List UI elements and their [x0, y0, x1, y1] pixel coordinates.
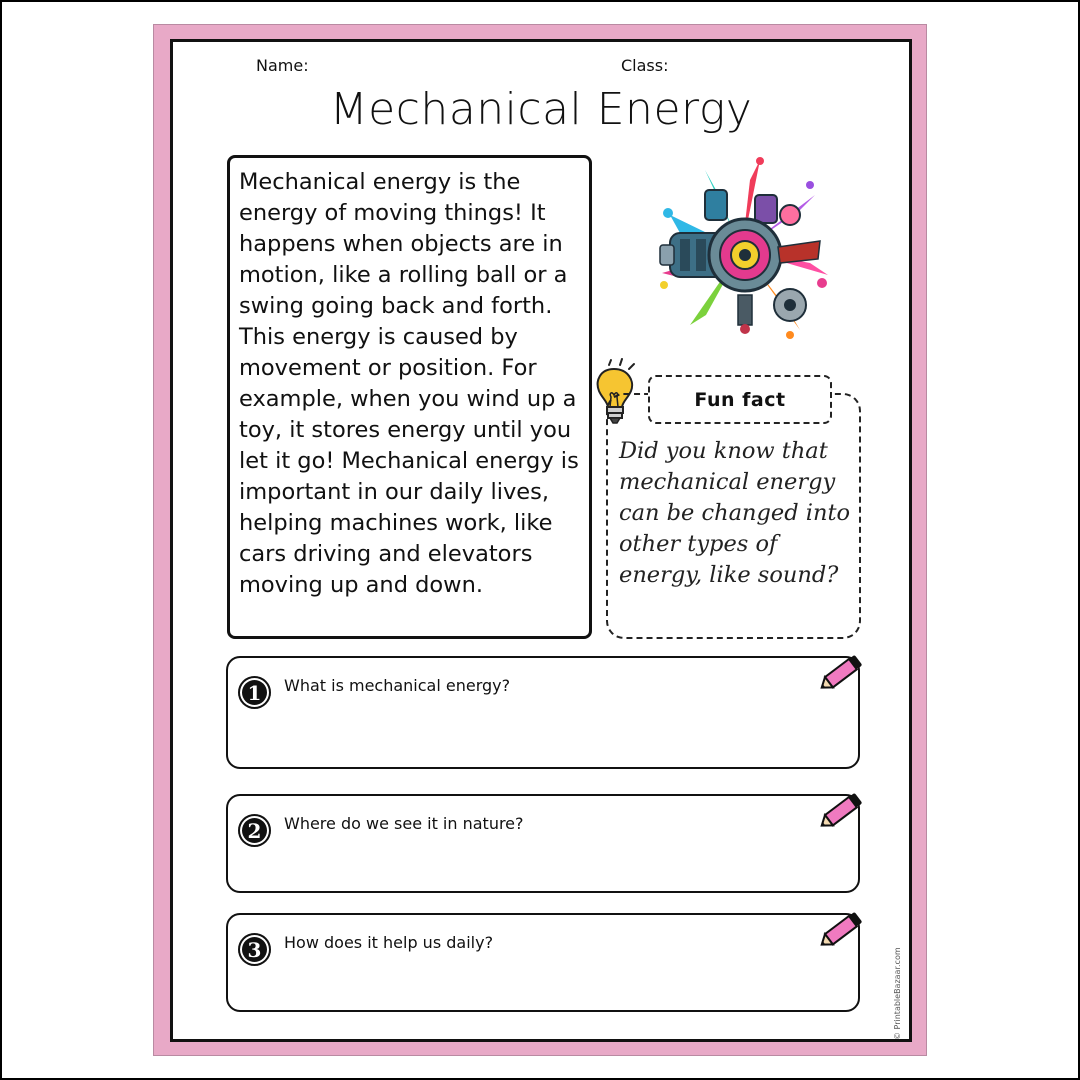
- machine-gears-illustration: [650, 155, 835, 345]
- name-label: Name:: [256, 56, 309, 75]
- question-text: How does it help us daily?: [284, 933, 494, 952]
- question-number-badge: 3: [238, 933, 271, 966]
- question-box-2[interactable]: [226, 794, 860, 893]
- question-box-3[interactable]: [226, 913, 860, 1012]
- fun-fact-text: Did you know that mechanical energy can be changed into other types of energy, like sound?: [619, 438, 851, 588]
- class-label: Class:: [621, 56, 669, 75]
- reading-passage-box: [227, 155, 592, 639]
- reading-passage-text: Mechanical energy is the energy of moving things! It happens when objects are in motion, like a rolling ball or a swing going back and forth. This energy is caused by movement or position. For example, when you wind up a toy, it stores energy until you let it go! Mechanical energy is important in our daily lives, helping machines work, like cars driving and elevators moving up and down.: [239, 169, 579, 598]
- pencil-icon: [816, 650, 868, 696]
- pencil-icon: [816, 907, 868, 953]
- worksheet-title: Mechanical Energy: [329, 84, 753, 135]
- question-text: Where do we see it in nature?: [284, 814, 524, 833]
- fun-fact-label: Fun fact: [648, 375, 832, 424]
- question-text: What is mechanical energy?: [284, 676, 511, 695]
- question-number-badge: 2: [238, 814, 271, 847]
- machine-body: [660, 190, 820, 334]
- pencil-icon: [816, 788, 868, 834]
- question-box-1[interactable]: [226, 656, 860, 769]
- question-number-badge: 1: [238, 676, 271, 709]
- watermark-text: © PrintableBazaar.com: [893, 947, 902, 1040]
